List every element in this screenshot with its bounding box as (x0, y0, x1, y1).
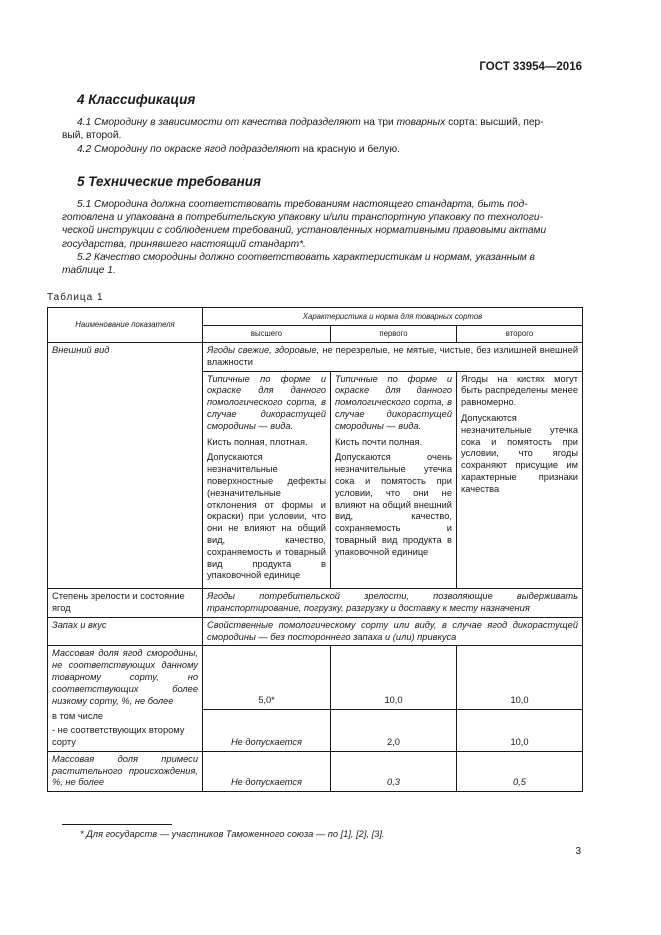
mass-share-first: 10,0 (331, 646, 457, 709)
sub-label-second-grade: - не соответствующих второму сорту (52, 725, 185, 747)
impurity-first: 0,3 (331, 751, 457, 791)
p51-line4: государства, принявшего настоящий стандарт*. (62, 239, 306, 250)
header-grade-highest: высшего (203, 326, 331, 343)
row-mass-share-name: Массовая доля ягод смородины, не соответствующих данному товарному сорту, но соответствующих более низкому сорту, %, не более (48, 646, 203, 709)
appearance-second-p2: Допускаются незначительные утечка сока и помятость при условии, что ягоды сохраняют присущие им характерные признаки качества (461, 412, 579, 494)
footnote: * Для государств — участников Таможенного союза — по [1], [2], [3]. (80, 829, 385, 839)
header-grade-group: Характеристика и норма для товарных сортов (203, 308, 583, 326)
header-grade-first: первого (331, 326, 457, 343)
paragraph-4-2 (62, 143, 582, 156)
appearance-highest (203, 371, 331, 589)
appearance-first-p3: Допускаются очень незначительные утечка сока и помятость при условии, что они не влияют на общий внешний вид, качество, сохраняемость и товарный вид продукта в упаковочной единице (335, 452, 452, 557)
row-appearance-name: Внешний вид (48, 343, 203, 589)
sub-value-second: 10,0 (457, 709, 583, 751)
p42-rest: на красную и белую. (299, 144, 400, 155)
page-number: 3 (575, 846, 581, 857)
sub-value-first: 2,0 (331, 709, 457, 751)
header-grade-second: второго (457, 326, 583, 343)
row-smell-name: Запах и вкус (48, 617, 203, 646)
p51-line3: ческой инструкции с соблюдением требований, установленных нормативными правовыми актами (62, 225, 547, 236)
footnote-divider (62, 824, 172, 825)
mass-share-second: 10,0 (457, 646, 583, 709)
p51-line2: готовлена и упакована в потребительскую упаковку и/или транспортную упаковку по технологи- (62, 212, 543, 223)
row-appearance-common: Ягоды свежие, здоровые, не перезрелые, не мятые, чистые, без излишней внешней влажности (203, 343, 583, 372)
p52-line2: таблице 1. (62, 265, 116, 276)
header-indicator-name: Наименование показателя (48, 308, 203, 343)
p41-italic: 4.1 Смородину в зависимости от качества подразделяют (77, 117, 361, 128)
sub-label-including: в том числе (52, 711, 104, 722)
appearance-first-p2: Кисть почти полная. (335, 436, 423, 447)
row-impurity-name: Массовая доля примеси растительного происхождения, %, не более (48, 751, 203, 791)
p42-italic: 4.2 Смородину по окраске ягод подразделяют (77, 144, 300, 155)
paragraph-4-1 (62, 116, 582, 129)
p41-italic2: товарных (396, 117, 446, 128)
appearance-highest-p3: Допускаются незначительные поверхностные дефекты (незначительные отклонения от формы и окраски) при условии, что они не влияют на общий вид, качество, сохраняемость и товарный вид продукта в упаковочной единице (207, 452, 326, 581)
row-ripeness-name: Степень зрелости и состояние ягод (48, 589, 203, 618)
row-mass-share-sub (48, 709, 203, 751)
row-ripeness-value: Ягоды потребительской зрелости, позволяющие выдерживать транспортирование, погрузку, разгрузку и доставку к месту назначения (203, 589, 583, 618)
appearance-second-p1: Ягоды на кистях могут быть распределены менее равномерно. (461, 373, 579, 408)
appearance-first-p1: Типичные по форме и окраске для данного помологического сорта, в случае дикорастущей смородины — вида. (335, 373, 452, 431)
requirements-table (47, 307, 583, 792)
standard-code: ГОСТ 33954—2016 (479, 61, 582, 73)
section-4-title: 4 Классификация (77, 92, 196, 107)
paragraph-4-1-line2: вый, второй. (62, 130, 122, 141)
p41-rest1: на три (360, 117, 397, 128)
sub-value-highest: Не допускается (203, 709, 331, 751)
section-5-title: 5 Технические требования (77, 174, 261, 189)
row-smell-value: Свойственные помологическому сорту или виду, в случае ягод дикорастущей смородины — без постороннего запаха и (или) привкуса (203, 617, 583, 646)
table-caption: Таблица 1 (47, 292, 104, 303)
appearance-second (457, 371, 583, 589)
appearance-highest-p2: Кисть полная, плотная. (207, 436, 308, 447)
p51-line1: 5.1 Смородина должна соответствовать требованиям настоящего стандарта, быть под- (77, 199, 528, 210)
p41-rest2: сорта: высший, пер- (445, 117, 544, 128)
appearance-highest-p1: Типичные по форме и окраске для данного помологического сорта, в случае дикорастущей смородины — вида. (207, 373, 326, 431)
p52-line1: 5.2 Качество смородины должно соответствовать характеристикам и нормам, указанным в (77, 252, 535, 263)
impurity-highest: Не допускается (203, 751, 331, 791)
impurity-second: 0,5 (457, 751, 583, 791)
appearance-first (331, 371, 457, 589)
mass-share-highest: 5,0* (203, 646, 331, 709)
